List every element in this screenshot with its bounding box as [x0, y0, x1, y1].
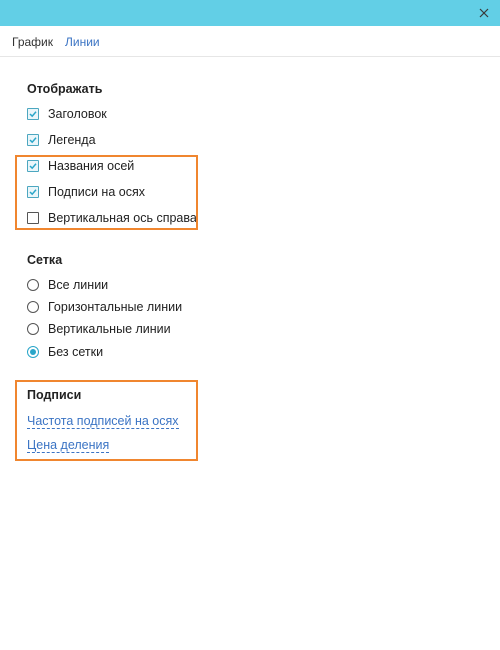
checkmark-icon	[28, 135, 38, 145]
close-button[interactable]	[474, 3, 494, 23]
division-value-link[interactable]: Цена деления	[27, 438, 110, 452]
labels-section-title: Подписи	[27, 388, 82, 402]
tab-chart[interactable]: График	[12, 35, 53, 49]
radio-row-no-grid[interactable]	[27, 343, 103, 361]
tab-lines[interactable]: Линии	[65, 35, 100, 49]
grid-section-title: Сетка	[27, 253, 63, 267]
radio-button[interactable]	[27, 323, 39, 335]
checkbox-checked[interactable]	[27, 108, 39, 120]
checkbox-label: Легенда	[48, 133, 96, 147]
checkbox-row-legend[interactable]	[27, 131, 96, 149]
axis-label-frequency-link[interactable]: Частота подписей на осях	[27, 414, 179, 428]
checkbox-label: Подписи на осях	[48, 185, 145, 199]
radio-button[interactable]	[27, 301, 39, 313]
display-section-title: Отображать	[27, 82, 103, 96]
radio-row-horizontal-lines[interactable]	[27, 298, 182, 316]
checkbox-row-title[interactable]	[27, 105, 107, 123]
radio-label: Без сетки	[48, 345, 104, 359]
radio-row-vertical-lines[interactable]	[27, 320, 171, 338]
checkbox-checked[interactable]	[27, 134, 39, 146]
checkmark-icon	[28, 109, 38, 119]
highlight-box-labels	[15, 380, 198, 461]
radio-button-selected[interactable]	[27, 346, 39, 358]
radio-row-all-lines[interactable]	[27, 276, 108, 294]
radio-label: Вертикальные линии	[48, 322, 171, 336]
tab-bar	[0, 26, 500, 57]
checkbox-label: Заголовок	[48, 107, 107, 121]
title-bar	[0, 0, 500, 26]
radio-button[interactable]	[27, 279, 39, 291]
radio-label: Горизонтальные линии	[48, 300, 183, 314]
close-icon	[474, 3, 494, 23]
radio-label: Все линии	[48, 278, 109, 292]
highlight-box-axes	[15, 155, 198, 230]
checkbox-label: Вертикальная ось справа	[48, 211, 197, 225]
checkbox-label: Названия осей	[48, 159, 135, 173]
